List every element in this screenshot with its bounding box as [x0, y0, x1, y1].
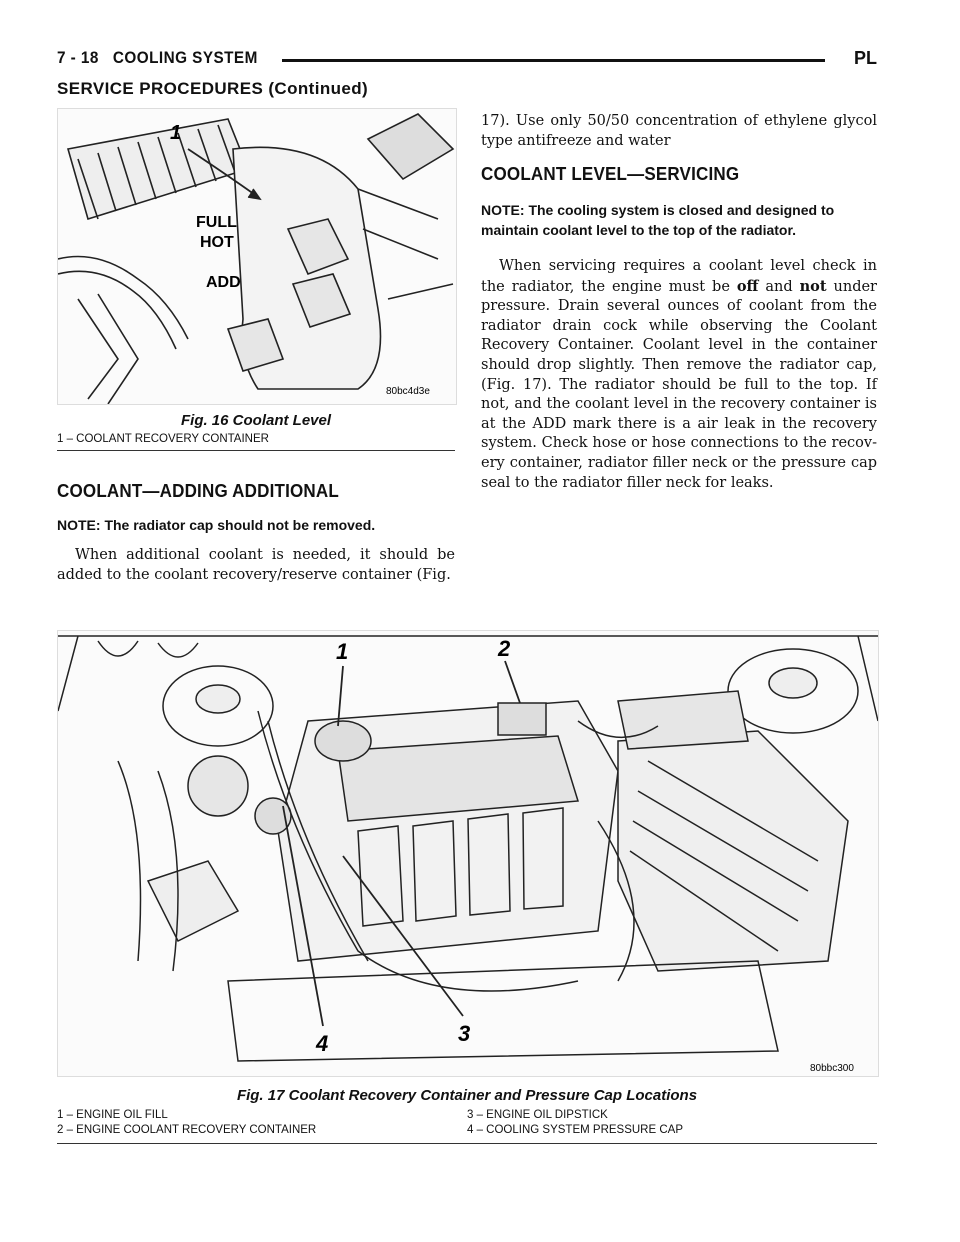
bold-not: not [799, 277, 827, 295]
para-coolant-adding-1-text: When additional coolant is needed, it should be added to the coolant recovery/reserve container (Fig. [57, 547, 455, 583]
fig16-code: 80bc4d3e [386, 386, 430, 397]
para-coolant-adding-1 [57, 546, 455, 585]
fig16-label-hot: HOT [200, 234, 234, 251]
fig17-callout-4: 4 [316, 1031, 329, 1056]
page-header [57, 46, 877, 72]
header-rule [282, 59, 825, 62]
figure-17-legend-left [57, 1108, 467, 1138]
legend-item-2: 2 – ENGINE COOLANT RECOVERY CONTAINER [57, 1124, 317, 1136]
para-level-b: and [758, 278, 800, 295]
heading-coolant-level: COOLANT LEVEL—SERVICING [481, 163, 740, 184]
legend-item-3: 3 – ENGINE OIL DIPSTICK [467, 1109, 608, 1121]
para-coolant-adding-2-text: 17). Use only 50/50 concentration of ethylene glycol type antifreeze and water [481, 113, 877, 149]
fig17-code: 80bbc300 [810, 1063, 854, 1074]
para-level-a: When servicing requires a coolant level check in the radiator, the engine must be [481, 258, 877, 295]
note-radiator-cap: NOTE: The radiator cap should not be removed. [57, 517, 376, 533]
legend-item-1: 1 – ENGINE OIL FILL [57, 1109, 168, 1121]
heading-coolant-adding: COOLANT—ADDING ADDITIONAL [57, 480, 339, 501]
fig16-label-full: FULL [196, 214, 237, 231]
model-code: PL [853, 48, 877, 68]
fig16-label-add: ADD [206, 274, 241, 291]
figure-17-legend-right [467, 1108, 877, 1138]
figure-16-illustration [57, 108, 457, 405]
figure-17-caption [57, 1087, 877, 1144]
para-coolant-adding-2 [481, 112, 877, 151]
para-coolant-level [481, 257, 877, 493]
section-subheader: SERVICE PROCEDURES (Continued) [57, 79, 369, 98]
caption-rule [57, 450, 455, 451]
note-closed-system: NOTE: The cooling system is closed and designed to maintain coolant level to the top of the radiator. [481, 202, 835, 238]
fig16-callout-1: 1 [170, 122, 182, 144]
fig17-callout-3: 3 [458, 1021, 471, 1046]
figure-16-title: Fig. 16 Coolant Level [180, 412, 332, 429]
figure-16-item-1: 1 – COOLANT RECOVERY CONTAINER [57, 433, 269, 445]
fig17-callout-2: 2 [498, 636, 511, 661]
legend-item-4: 4 – COOLING SYSTEM PRESSURE CAP [467, 1124, 684, 1136]
figure-17-illustration [57, 630, 879, 1077]
figure-16-caption [57, 412, 455, 451]
page-number-title: 7 - 18 COOLING SYSTEM [57, 48, 258, 67]
figure-17-title: Fig. 17 Coolant Recovery Container and Pressure Cap Locations [236, 1087, 698, 1104]
fig17-callout-1: 1 [336, 639, 349, 664]
bold-off: off [736, 277, 759, 295]
para-level-c: under pressure. Drain several ounces of coolant from the radiator drain cock while observing the Coolant Recovery Container. Coolant level in the container should drop slightly. Then remove the radiator cap, (Fig. 17). The radiator should be full to the top. If not, and the coolant level in the recovery container is at the ADD mark there is a air leak in the recovery system. Check hose or hose connections to the recov-ery container, radiator filler neck or the pressure cap seal to the radiator filler neck for leaks. [481, 278, 877, 491]
caption-rule-2 [57, 1143, 877, 1144]
